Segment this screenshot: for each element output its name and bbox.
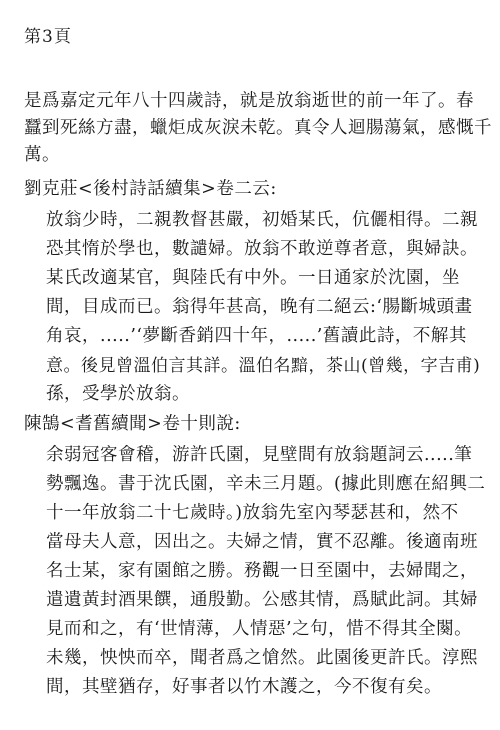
- quote1-line: 角哀，.....’‘夢斷香銷四十年，.....’舊讀此詩，不解其: [46, 326, 467, 346]
- quote2-line: 見而和之，有‘世情薄，人情惡’之句，惜不得其全闋。: [46, 619, 473, 639]
- quote2-line: 名士某，家有園館之勝。務觀一日至園中，去婦聞之，: [46, 561, 478, 581]
- intro-line: 蠶到死絲方盡，蠟炬成灰淚未乾。真令人迴腸蕩氣，感慨千: [24, 118, 492, 138]
- quote2-line: 未幾，怏怏而卒，聞者爲之愴然。此園後更許氏。淳熙: [46, 648, 478, 668]
- quote2-line: 當母夫人意，因出之。夫婦之情，實不忍離。後適南班: [46, 532, 478, 552]
- quote2-line: 間，其壁猶存，好事者以竹木護之，今不復有矣。: [46, 677, 442, 697]
- page-number: 第3頁: [24, 27, 72, 47]
- intro-line: 是爲嘉定元年八十四歲詩，就是放翁逝世的前一年了。春: [24, 91, 474, 111]
- quote1-line: 放翁少時，二親教督甚嚴，初婚某氏，伉儷相得。二親: [46, 210, 478, 230]
- quote1-line: 恐其惰於學也，數譴婦。放翁不敢逆尊者意，與婦訣。: [46, 239, 478, 259]
- source-citation-2: 陳鵠<耆舊續聞>卷十則說:: [24, 414, 241, 434]
- intro-line: 萬。: [24, 145, 60, 165]
- quote2-line: 十一年放翁二十七歲時。)放翁先室內琴瑟甚和，然不: [46, 503, 459, 523]
- quote2-line: 余弱冠客會稽，游許氏園，見壁間有放翁題詞云.....筆: [46, 445, 473, 465]
- quote2-line: 勢飄逸。書于沈氏園，辛未三月題。(據此則應在紹興二: [46, 474, 486, 494]
- source-citation-1: 劉克莊<後村詩話續集>卷二云:: [24, 179, 277, 199]
- quote1-line: 某氏改適某官，與陸氏有中外。一日通家於沈園，坐: [46, 268, 460, 288]
- quote2-line: 遣遺黃封酒果饌，通殷勤。公感其情，爲賦此詞。其婦: [46, 590, 478, 610]
- quote1-line: 孫，受學於放翁。: [46, 384, 190, 404]
- quote1-line: 間，目成而已。翁得年甚高，晚有二絕云:‘腸斷城頭畫: [46, 297, 473, 317]
- quote1-line: 意。後見曾溫伯言其詳。溫伯名黯，茶山(曾幾，字吉甫): [46, 356, 481, 376]
